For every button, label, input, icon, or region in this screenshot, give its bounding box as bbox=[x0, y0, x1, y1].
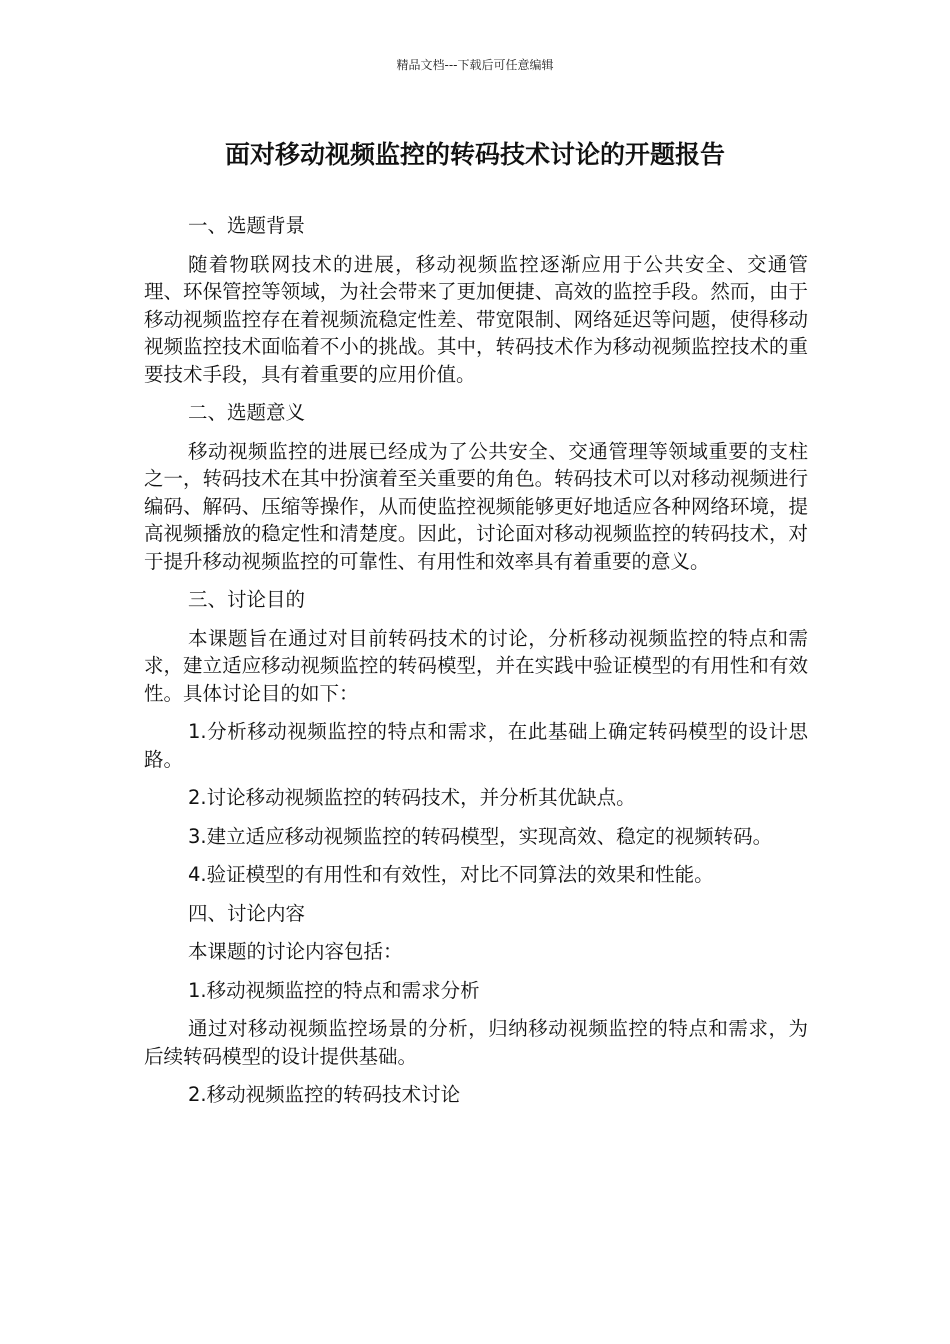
paragraph-background: 随着物联网技术的进展，移动视频监控逐渐应用于公共安全、交通管理、环保管控等领域，为社会带来了更加便捷、高效的监控手段。然而，由于移动视频监控存在着视频流稳定性差、带宽限制、网络延迟等问题，使得移动视频监控技术面临着不小的挑战。其中，转码技术作为移动视频监控技术的重要技术手段，具有着重要的应用价值。 bbox=[144, 252, 808, 386]
purpose-item-1: 1.分析移动视频监控的特点和需求，在此基础上确定转码模型的设计思路。 bbox=[144, 720, 808, 771]
document-body bbox=[144, 212, 808, 1120]
content-item-2-title: 2.移动视频监控的转码技术讨论 bbox=[188, 1083, 461, 1106]
section-heading-content: 四、讨论内容 bbox=[188, 901, 306, 925]
purpose-item-3: 3.建立适应移动视频监控的转码模型，实现高效、稳定的视频转码。 bbox=[188, 824, 773, 848]
paragraph-purpose: 本课题旨在通过对目前转码技术的讨论，分析移动视频监控的特点和需求，建立适应移动视频监控的转码模型，并在实践中验证模型的有用性和有效性。具体讨论目的如下： bbox=[144, 626, 808, 705]
content-item-1-title: 1.移动视频监控的特点和需求分析 bbox=[188, 978, 480, 1002]
purpose-item-4: 4.验证模型的有用性和有效性，对比不同算法的效果和性能。 bbox=[188, 863, 714, 886]
section-heading-significance: 二、选题意义 bbox=[188, 401, 306, 424]
section-heading-background: 一、选题背景 bbox=[188, 214, 306, 237]
section-heading-purpose: 三、讨论目的 bbox=[188, 588, 306, 611]
content-item-1-body: 通过对移动视频监控场景的分析，归纳移动视频监控的特点和需求，为后续转码模型的设计提供基础。 bbox=[144, 1017, 808, 1068]
document-title: 面对移动视频监控的转码技术讨论的开题报告 bbox=[224, 140, 725, 169]
running-header: 精品文档---下载后可任意编辑 bbox=[396, 58, 554, 72]
paragraph-content-intro: 本课题的讨论内容包括： bbox=[188, 940, 403, 963]
paragraph-significance: 移动视频监控的进展已经成为了公共安全、交通管理等领域重要的支柱之一，转码技术在其中扮演着至关重要的角色。转码技术可以对移动视频进行编码、解码、压缩等操作，从而使监控视频能够更好地适应各种网络环境，提高视频播放的稳定性和清楚度。因此，讨论面对移动视频监控的转码技术，对于提升移动视频监控的可靠性、有用性和效率具有着重要的意义。 bbox=[144, 439, 808, 573]
purpose-item-2: 2.讨论移动视频监控的转码技术，并分析其优缺点。 bbox=[188, 786, 636, 809]
